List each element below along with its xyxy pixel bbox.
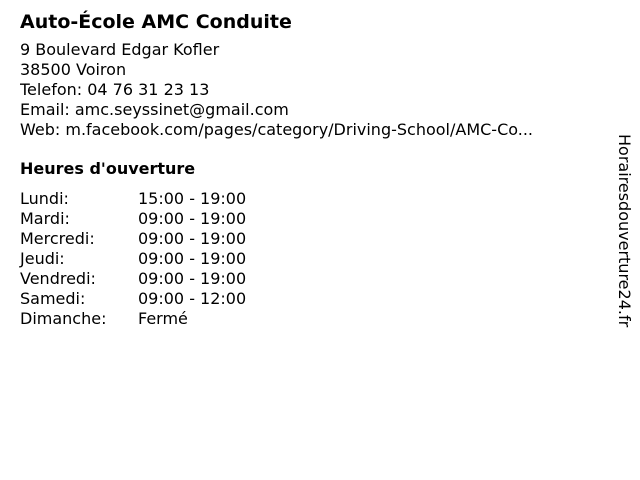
day-label: Lundi:: [20, 189, 69, 208]
day-label: Vendredi:: [20, 269, 96, 288]
hours-row: [20, 289, 246, 309]
time-value: 09:00 - 19:00: [138, 229, 247, 248]
day-label: Jeudi:: [20, 249, 65, 268]
address-street: 9 Boulevard Edgar Kofler: [20, 40, 220, 59]
hours-row: [20, 269, 246, 289]
time-value: 09:00 - 19:00: [138, 269, 247, 288]
hours-row: [20, 189, 246, 209]
business-card: [20, 10, 610, 329]
address-city: 38500 Voiron: [20, 60, 127, 79]
time-value: 09:00 - 19:00: [138, 249, 247, 268]
opening-hours-table: [20, 189, 246, 329]
hours-row: [20, 309, 246, 329]
site-watermark: Horairesdouverture24.fr: [615, 134, 634, 328]
business-name: Auto-École AMC Conduite: [20, 11, 292, 33]
hours-row: [20, 229, 246, 249]
day-label: Dimanche:: [20, 309, 107, 328]
time-value: 09:00 - 12:00: [138, 289, 247, 308]
email-line: Email: amc.seyssinet@gmail.com: [20, 100, 289, 119]
day-label: Mardi:: [20, 209, 70, 228]
time-value: 15:00 - 19:00: [138, 189, 247, 208]
hours-row: [20, 209, 246, 229]
day-label: Mercredi:: [20, 229, 95, 248]
web-line: Web: m.facebook.com/pages/category/Driving-School/AMC-Co...: [20, 120, 534, 139]
hours-row: [20, 249, 246, 269]
phone-line: Telefon: 04 76 31 23 13: [20, 80, 210, 99]
opening-hours-heading: Heures d'ouverture: [20, 159, 196, 178]
day-label: Samedi:: [20, 289, 86, 308]
time-value: 09:00 - 19:00: [138, 209, 247, 228]
time-value: Fermé: [138, 309, 188, 328]
